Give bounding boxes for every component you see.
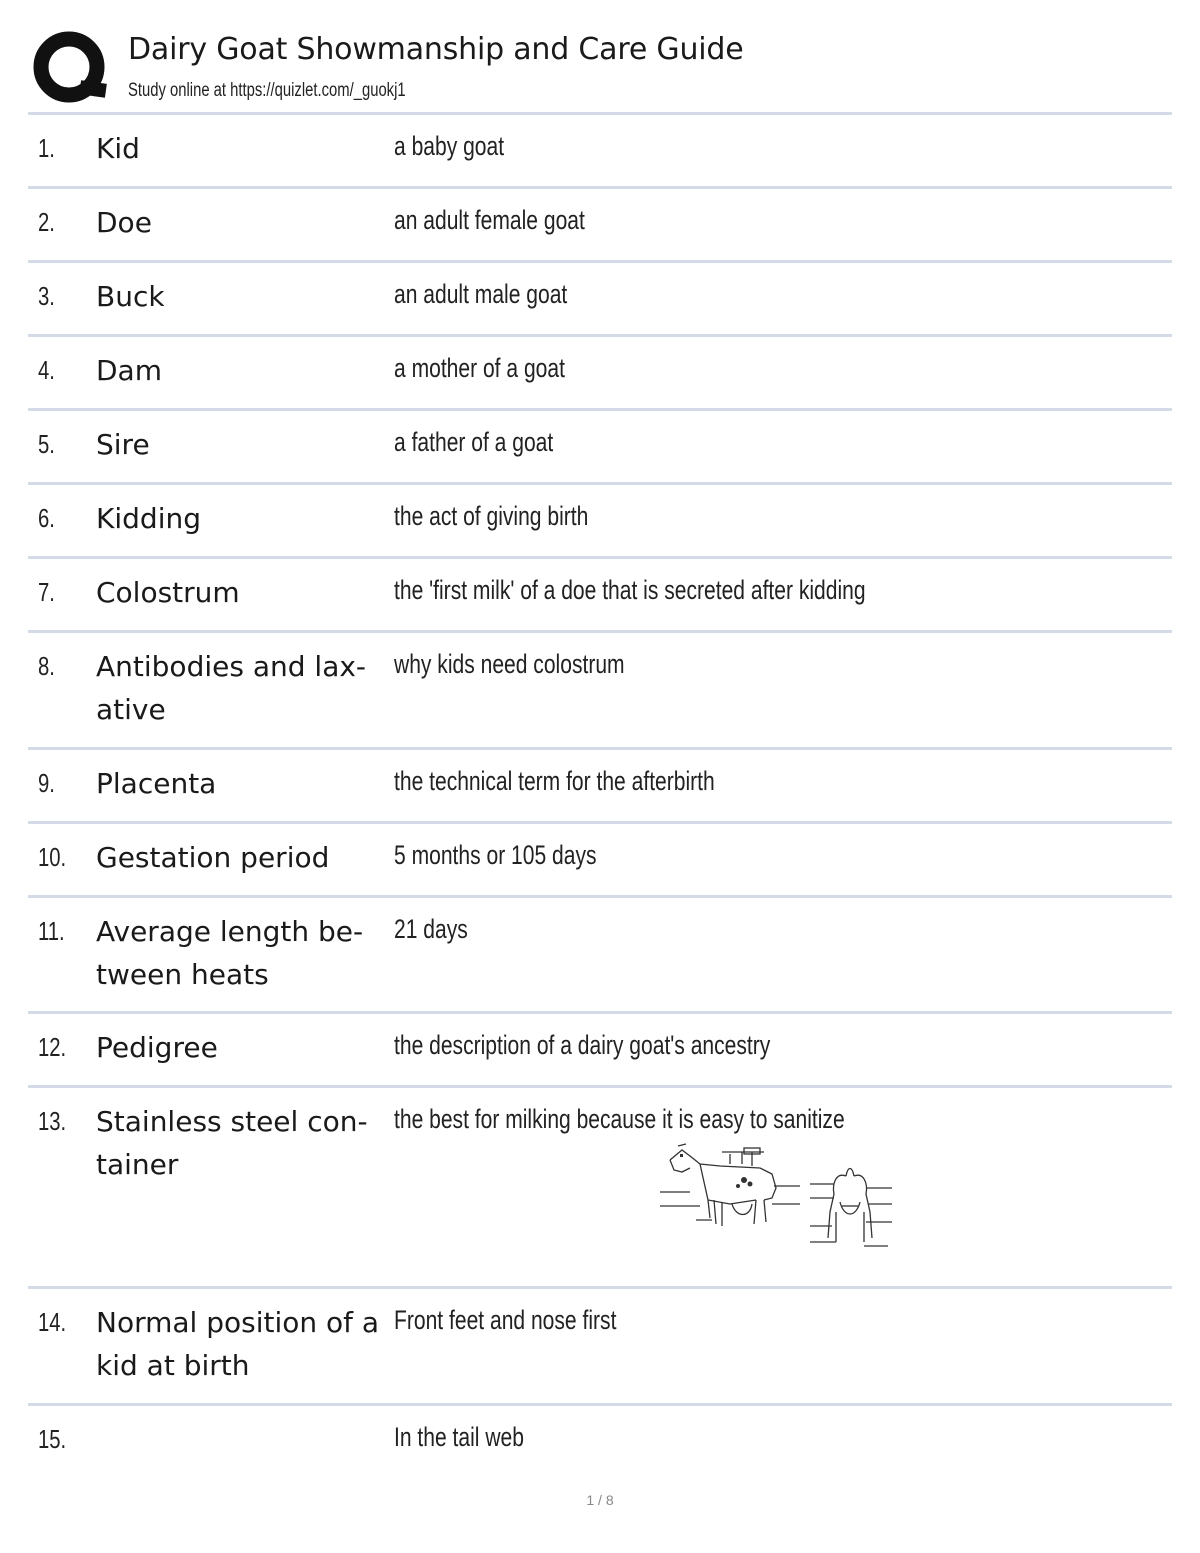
term-definition: 21 days bbox=[394, 914, 468, 944]
term-number: 8. bbox=[38, 651, 55, 681]
page-header bbox=[28, 28, 1172, 112]
term-text: Pedigree bbox=[96, 1031, 218, 1064]
term-row bbox=[28, 895, 1172, 1011]
term-text: Stainless steel con-tainer bbox=[96, 1105, 368, 1181]
term-number: 15. bbox=[38, 1424, 67, 1454]
term-number: 10. bbox=[38, 842, 67, 872]
term-number: 13. bbox=[38, 1106, 67, 1136]
term-text: Colostrum bbox=[96, 576, 240, 609]
term-row bbox=[28, 1286, 1172, 1403]
term-number: 2. bbox=[38, 207, 55, 237]
page-title: Dairy Goat Showmanship and Care Guide bbox=[128, 32, 744, 67]
term-text: Kid bbox=[96, 132, 140, 165]
term-row bbox=[28, 1085, 1172, 1286]
term-number: 4. bbox=[38, 355, 55, 385]
term-number: 11. bbox=[38, 916, 65, 946]
term-definition: the technical term for the afterbirth bbox=[394, 766, 715, 796]
term-number: 9. bbox=[38, 768, 55, 798]
quizlet-logo-icon bbox=[32, 30, 108, 106]
term-definition: a father of a goat bbox=[394, 427, 554, 457]
term-definition: why kids need colostrum bbox=[394, 649, 625, 679]
term-text: Sire bbox=[96, 428, 150, 461]
term-number: 7. bbox=[38, 577, 55, 607]
term-text: Dam bbox=[96, 354, 162, 387]
term-row bbox=[28, 260, 1172, 334]
terms-list bbox=[28, 112, 1172, 1477]
term-text: Gestation period bbox=[96, 841, 330, 874]
term-definition: the description of a dairy goat's ancestry bbox=[394, 1030, 771, 1060]
term-row bbox=[28, 556, 1172, 630]
term-definition: the act of giving birth bbox=[394, 501, 589, 531]
page-number: 1 / 8 bbox=[586, 1492, 614, 1508]
term-definition: a baby goat bbox=[394, 131, 505, 161]
term-number: 6. bbox=[38, 503, 55, 533]
term-row bbox=[28, 408, 1172, 482]
goat-anatomy-diagram bbox=[660, 1142, 892, 1268]
term-definition: an adult male goat bbox=[394, 279, 568, 309]
term-text: Kidding bbox=[96, 502, 201, 535]
term-definition: a mother of a goat bbox=[394, 353, 565, 383]
term-row bbox=[28, 821, 1172, 895]
term-row bbox=[28, 112, 1172, 186]
term-definition: the 'first milk' of a doe that is secreted after kidding bbox=[394, 575, 866, 605]
term-row bbox=[28, 630, 1172, 747]
term-definition: an adult female goat bbox=[394, 205, 585, 235]
term-text: Antibodies and lax-ative bbox=[96, 650, 367, 726]
term-definition: the best for milking because it is easy to sanitize bbox=[394, 1104, 845, 1134]
term-number: 14. bbox=[38, 1307, 67, 1337]
term-number: 12. bbox=[38, 1032, 67, 1062]
term-text: Placenta bbox=[96, 767, 217, 800]
term-text: Average length be-tween heats bbox=[96, 915, 364, 991]
term-row bbox=[28, 1011, 1172, 1085]
study-online-link[interactable]: Study online at https://quizlet.com/_guokj1 bbox=[128, 80, 406, 101]
term-row bbox=[28, 334, 1172, 408]
term-definition: Front feet and nose first bbox=[394, 1305, 617, 1335]
term-row bbox=[28, 747, 1172, 821]
term-row bbox=[28, 186, 1172, 260]
term-number: 1. bbox=[38, 133, 55, 163]
term-number: 5. bbox=[38, 429, 55, 459]
term-number: 3. bbox=[38, 281, 55, 311]
term-definition: In the tail web bbox=[394, 1422, 524, 1452]
term-row bbox=[28, 482, 1172, 556]
term-text: Buck bbox=[96, 280, 165, 313]
term-definition: 5 months or 105 days bbox=[394, 840, 597, 870]
term-row bbox=[28, 1403, 1172, 1477]
term-text: Doe bbox=[96, 206, 152, 239]
term-text: Normal position of a kid at birth bbox=[96, 1306, 380, 1382]
